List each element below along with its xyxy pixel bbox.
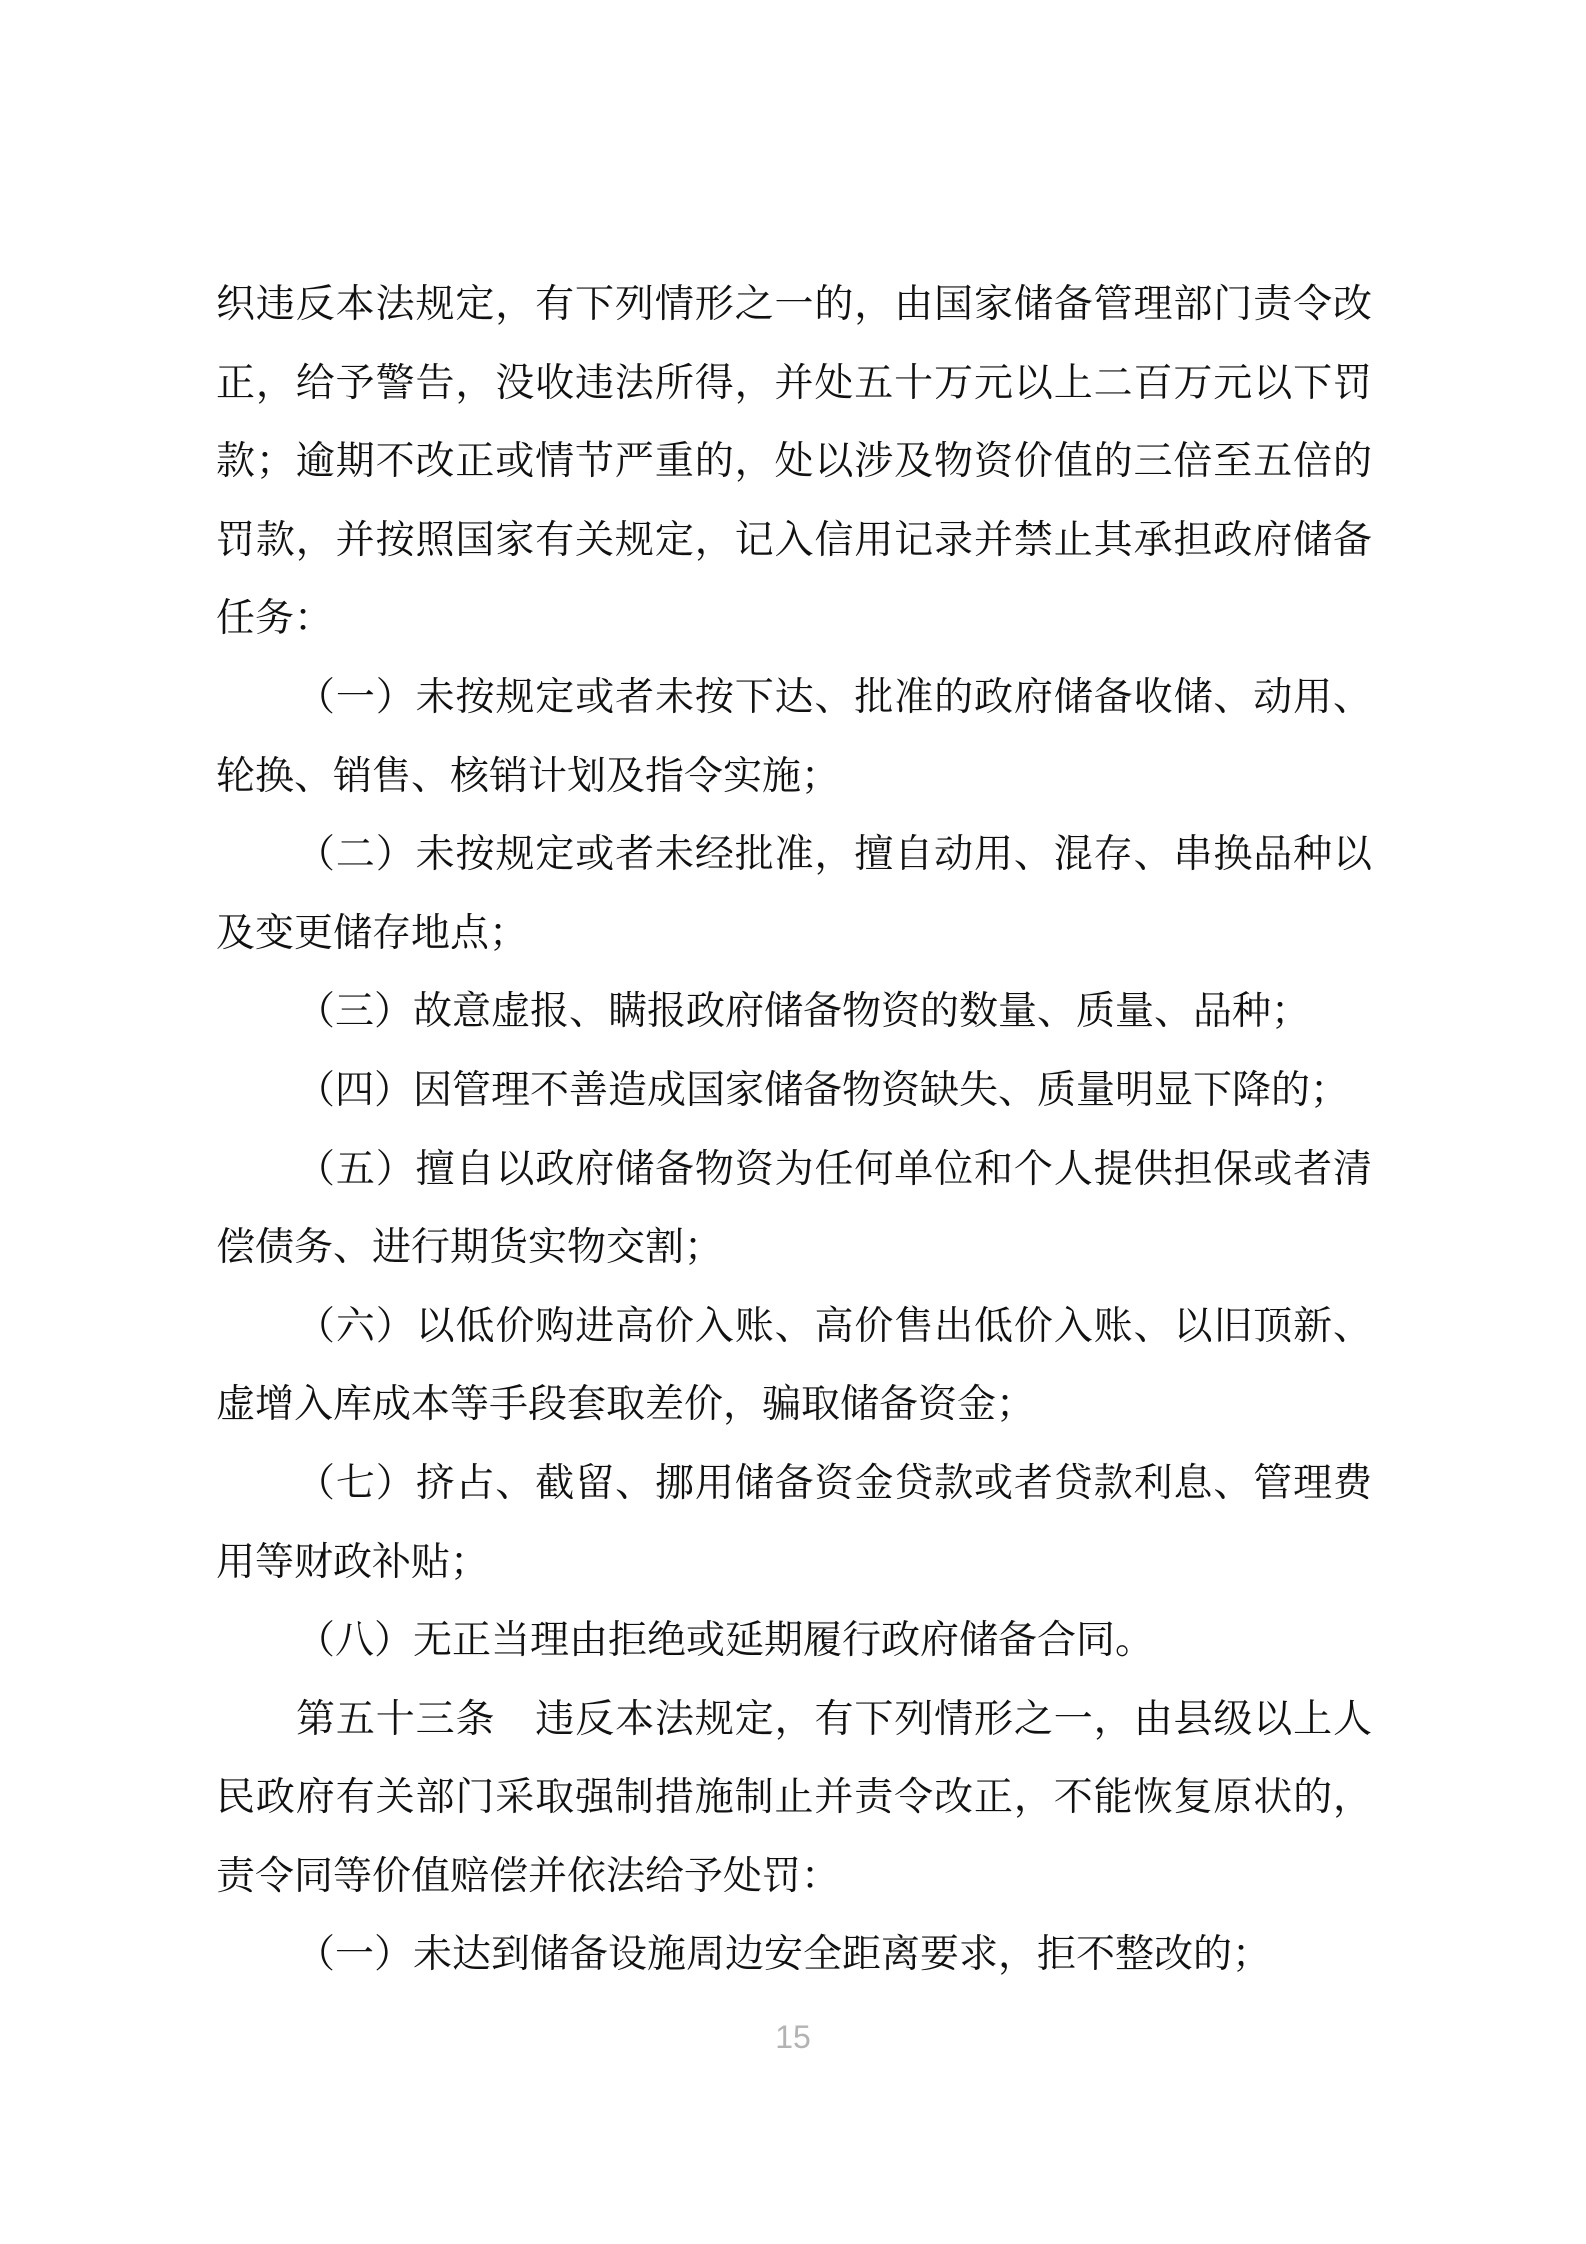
text-line: 民政府有关部门采取强制措施制止并责令改正，不能恢复原状的， [216,1775,1372,1821]
text-line: 轮换、销售、核销计划及指令实施； [216,753,841,799]
text-line: 正，给予警告，没收违法所得，并处五十万元以上二百万元以下罚 [216,360,1372,406]
text-line: 罚款，并按照国家有关规定，记入信用记录并禁止其承担政府储备 [216,517,1372,563]
text-line: 责令同等价值赔偿并依法给予处罚： [216,1853,841,1899]
list-item-line: （四）因管理不善造成国家储备物资缺失、质量明显下降的； [296,1067,1350,1113]
text-line: 虚增入库成本等手段套取差价，骗取储备资金； [216,1382,1036,1428]
list-item-line: （七）挤占、截留、挪用储备资金贷款或者贷款利息、管理费 [296,1460,1372,1506]
list-item-line: （二）未按规定或者未经批准，擅自动用、混存、串换品种以 [296,832,1372,878]
text-line: 款；逾期不改正或情节严重的，处以涉及物资价值的三倍至五倍的 [216,439,1372,485]
body-text [216,266,1372,1995]
list-item-line: （三）故意虚报、瞒报政府储备物资的数量、质量、品种； [296,989,1311,1035]
article-heading-line: 第五十三条 违反本法规定，有下列情形之一，由县级以上人 [296,1696,1372,1742]
list-item-line: （六）以低价购进高价入账、高价售出低价入账、以旧顶新、 [296,1303,1372,1349]
list-item-line: （一）未按规定或者未按下达、批准的政府储备收储、动用、 [296,674,1372,720]
text-line: 任务： [216,596,334,642]
text-line: 偿债务、进行期货实物交割； [216,1225,724,1271]
text-line: 及变更储存地点； [216,910,529,956]
list-item-line: （五）擅自以政府储备物资为任何单位和个人提供担保或者清 [296,1146,1372,1192]
list-item-line: （八）无正当理由拒绝或延期履行政府储备合同。 [296,1618,1155,1664]
page-number: 15 [775,2019,811,2055]
list-item-line: （一）未达到储备设施周边安全距离要求，拒不整改的； [296,1932,1272,1978]
text-line: 用等财政补贴； [216,1539,490,1585]
text-line: 织违反本法规定，有下列情形之一的，由国家储备管理部门责令改 [216,282,1372,327]
